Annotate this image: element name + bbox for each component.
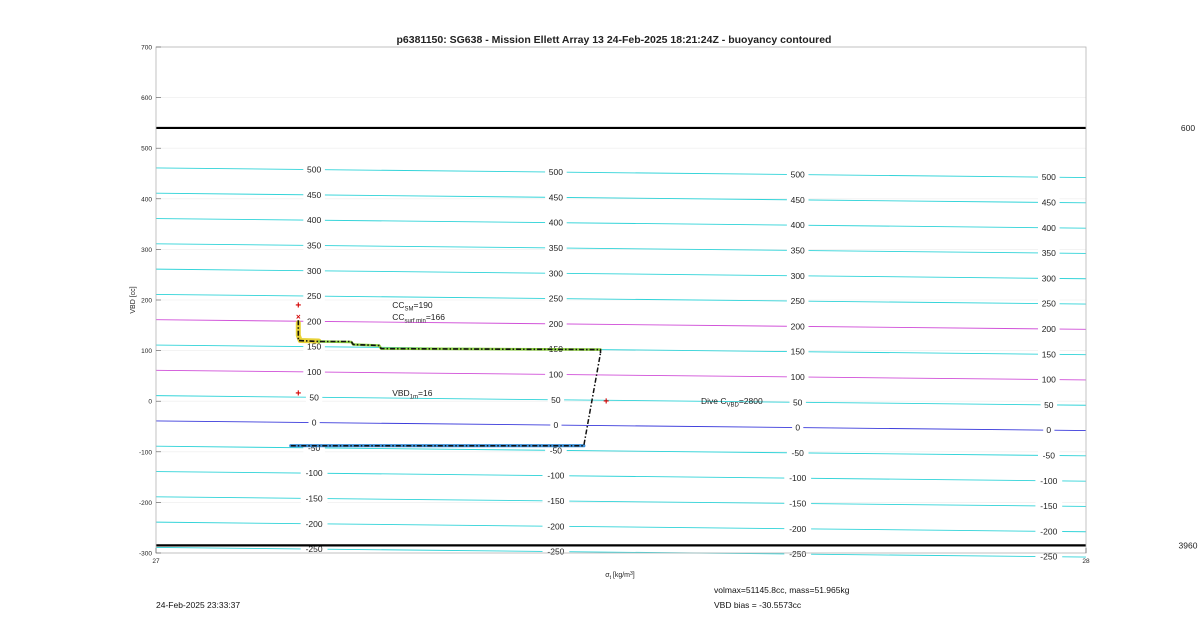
x-axis-label-sup: 3 (630, 571, 633, 577)
contour-label-1-0: 450 (307, 189, 322, 200)
contour-label-2-2: 400 (790, 220, 805, 231)
contour-label-3-2: 350 (790, 245, 805, 256)
contour-label-15-2: -250 (789, 549, 807, 560)
annotation-base-1: CC (392, 312, 405, 323)
vbd-limit-label-1: 3960 (1178, 540, 1198, 551)
contour-label-14-3: -200 (1040, 526, 1058, 537)
annotation-sub-1: surf min (404, 318, 426, 325)
contour-label-8-2: 100 (790, 371, 805, 382)
y-tick-label-4: 300 (141, 246, 152, 254)
contour-label-12-1: -100 (547, 470, 565, 481)
x-axis-label-unit: [kg/m (610, 572, 631, 579)
contour-label-5-2: 250 (790, 296, 805, 307)
contour-label-7-0: 150 (307, 341, 322, 352)
contour-label-11-2: -50 (791, 447, 804, 458)
contour-label-15-3: -250 (1040, 551, 1058, 562)
x-tick-label-1: 28 (1082, 558, 1090, 565)
chart-title: p6381150: SG638 - Mission Ellett Array 13 24-Feb-2025 18:21:24Z - buoyancy contoured (396, 34, 832, 46)
annotation-sub-2: 1m (409, 394, 419, 401)
contour-line-8 (156, 370, 1086, 380)
contour-label-7-3: 150 (1041, 349, 1056, 360)
contour-label-0-2: 500 (790, 169, 805, 180)
contour-label-8-1: 100 (548, 369, 563, 380)
contour-line-12 (156, 472, 1086, 482)
contour-label-7-2: 150 (790, 346, 805, 357)
annotation-value-1: =166 (425, 312, 446, 323)
vbd-marker-0: + (295, 300, 302, 312)
contour-label-0-3: 500 (1041, 172, 1056, 183)
contour-label-2-1: 400 (548, 217, 563, 228)
contour-label-14-2: -200 (789, 523, 807, 534)
contour-label-1-1: 450 (548, 192, 563, 203)
vbd-marker-3: + (603, 396, 610, 408)
contour-label-10-3: 0 (1046, 425, 1052, 436)
contour-label-14-1: -200 (547, 521, 565, 532)
x-axis-label-symbol: σ (605, 572, 610, 579)
contour-label-11-1: -50 (549, 445, 563, 456)
contour-line-7 (156, 345, 1086, 355)
annotation-base-0: CC (392, 300, 405, 311)
footer-timestamp: 24-Feb-2025 23:33:37 (156, 600, 241, 610)
contour-label-12-3: -100 (1040, 475, 1058, 486)
contour-label-13-0: -150 (305, 493, 323, 504)
x-axis-label-close: ] (632, 572, 635, 579)
contour-line-11 (156, 446, 1086, 456)
contour-label-4-1: 300 (548, 268, 563, 279)
contour-label-5-0: 250 (307, 291, 322, 302)
contour-line-0 (156, 168, 1086, 178)
contour-label-2-3: 400 (1041, 222, 1056, 233)
contour-line-10 (156, 421, 1086, 431)
annotation-3 (701, 396, 763, 409)
vbd-limit-lines (156, 123, 1198, 550)
annotations (392, 300, 763, 409)
contour-label-6-1: 200 (548, 318, 563, 329)
contour-label-9-2: 50 (792, 397, 803, 408)
contour-label-3-3: 350 (1041, 248, 1056, 259)
contour-label-4-3: 300 (1041, 273, 1056, 284)
contour-label-6-2: 200 (790, 321, 805, 332)
axis-ticks (139, 45, 1090, 566)
contour-label-4-0: 300 (307, 265, 322, 276)
annotation-base-2: VBD (392, 388, 410, 399)
y-tick-label-10: -300 (138, 550, 152, 558)
contour-label-1-3: 450 (1041, 197, 1056, 208)
annotation-0 (392, 300, 433, 313)
contour-label-12-0: -100 (305, 468, 323, 479)
contour-label-10-1: 0 (553, 420, 559, 431)
footer-vbd-bias: VBD bias = -30.5573cc (714, 600, 802, 610)
contour-label-9-3: 50 (1044, 399, 1054, 410)
contour-label-0-0: 500 (307, 164, 322, 175)
annotation-base-3: Dive C (700, 396, 727, 407)
footer-volmax-mass: volmax=51145.8cc, mass=51.965kg (714, 585, 850, 595)
contour-label-12-2: -100 (789, 473, 807, 484)
annotation-sub-3: VBD (726, 402, 739, 409)
contour-label-8-0: 100 (307, 366, 322, 377)
contour-label-0-1: 500 (548, 167, 563, 178)
contour-label-11-0: -50 (307, 442, 321, 453)
contour-label-5-1: 250 (548, 293, 563, 304)
contour-label-7-1: 150 (548, 344, 563, 355)
y-axis-label: VBD [cc] (130, 286, 137, 314)
contour-label-3-0: 350 (307, 240, 322, 251)
x-axis-label-sub: t (609, 575, 611, 581)
y-tick-label-8: -100 (138, 449, 152, 457)
contour-label-1-2: 450 (790, 194, 805, 205)
contour-line-4 (156, 269, 1086, 279)
y-tick-label-2: 500 (141, 145, 152, 153)
contour-label-10-0: 0 (311, 417, 317, 428)
contour-label-9-0: 50 (309, 392, 319, 403)
contour-line-14 (156, 522, 1086, 532)
contour-label-6-0: 200 (307, 316, 322, 327)
contour-line-3 (156, 244, 1086, 254)
annotation-sub-0: SM (404, 306, 414, 313)
y-tick-label-6: 100 (141, 348, 152, 356)
contour-line-2 (156, 219, 1086, 229)
y-tick-label-9: -200 (138, 499, 152, 507)
annotation-value-0: =190 (413, 300, 433, 311)
y-tick-label-5: 200 (141, 297, 152, 305)
annotation-value-3: =2800 (738, 396, 763, 407)
contour-line-15 (156, 547, 1086, 560)
annotation-value-2: =16 (418, 388, 433, 399)
vbd-marker-2: + (295, 388, 302, 400)
y-tick-label-7: 0 (148, 398, 152, 406)
contour-label-5-3: 250 (1041, 298, 1056, 309)
contour-label-4-2: 300 (790, 270, 805, 281)
contour-label-9-1: 50 (551, 394, 561, 405)
contour-label-11-3: -50 (1042, 450, 1055, 461)
vbd-limit-label-0: 600 (1180, 122, 1196, 133)
y-tick-label-1: 600 (141, 95, 152, 103)
contour-label-6-3: 200 (1041, 323, 1056, 334)
y-tick-label-3: 400 (141, 196, 152, 204)
contour-line-1 (156, 193, 1086, 203)
contour-label-3-1: 350 (548, 242, 563, 253)
contour-label-10-2: 0 (795, 422, 801, 433)
contour-line-13 (156, 497, 1086, 507)
contour-label-8-3: 100 (1041, 374, 1056, 385)
vbd-marker-1: × (295, 312, 301, 322)
contour-label-14-0: -200 (305, 518, 323, 529)
x-axis-label (605, 571, 635, 581)
contour-label-13-3: -150 (1040, 501, 1058, 512)
contour-label-13-1: -150 (547, 495, 565, 506)
contour-label-15-1: -250 (547, 546, 565, 557)
y-tick-label-0: 700 (141, 44, 152, 52)
contour-label-15-0: -250 (305, 544, 323, 555)
contour-label-2-0: 400 (307, 215, 322, 226)
contour-label-13-2: -150 (789, 498, 807, 509)
x-tick-label-0: 27 (152, 558, 160, 565)
